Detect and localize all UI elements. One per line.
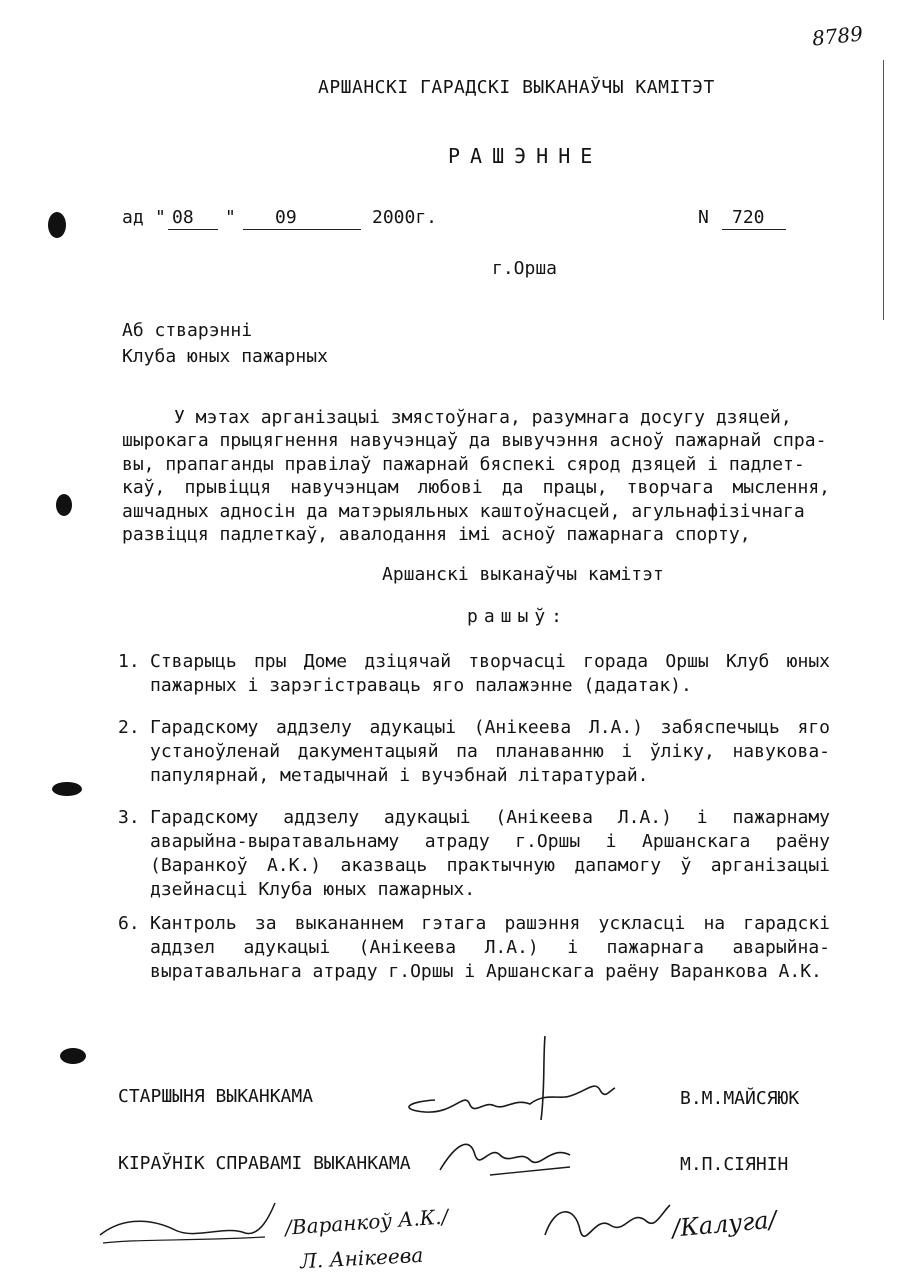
preamble-line-4: каў, прывіцця навучэнцам любові да працы, творчага мыслення, ашчадных адносін да матэрыяльных каштоўнасцей, агульнафізічнага xyxy=(122,477,830,522)
city: г.Орша xyxy=(492,258,558,279)
decision-word: рашыў: xyxy=(467,606,569,627)
chairman-signature xyxy=(395,1030,625,1130)
scan-blot xyxy=(60,1048,86,1064)
handwritten-approval-right-scribble xyxy=(535,1195,675,1265)
preamble-line-5: развіцця падлеткаў, авалодання імі асноў пажарнага спорту, xyxy=(122,524,751,546)
subject-line-1: Аб стварэнні xyxy=(122,320,253,341)
date-day: 08 xyxy=(172,207,194,228)
item-text: Кантроль за выкананнем гэтага рашэння ускласці на гарадскі аддзел адукацыі (Анікеева Л.А.) і пажарнага аварыйна-выратавальнага атраду г.Оршы і Аршанскага раёну Варанкова А.К. xyxy=(150,913,830,982)
item-number: 2. xyxy=(118,717,140,738)
archive-number: 8789 xyxy=(810,21,865,51)
preamble-line-2: шырокага прыцягнення навучэнцаў да вывучэння асноў пажарнай спра- xyxy=(122,430,827,452)
chairman-role: СТАРШЫНЯ ВЫКАНКАМА xyxy=(118,1086,314,1107)
date-year: 2000г. xyxy=(372,207,438,228)
committee-line: Аршанскі выканаўчы камітэт xyxy=(382,564,664,585)
page-edge-line xyxy=(883,60,884,320)
handwritten-right: /Калуга/ xyxy=(670,1205,778,1243)
date-month-underline xyxy=(243,229,361,230)
issuer-title: АРШАНСКІ ГАРАДСКІ ВЫКАНАЎЧЫ КАМІТЭТ xyxy=(318,77,715,98)
scan-blot xyxy=(52,782,82,796)
item-number: 3. xyxy=(118,807,140,828)
date-quote-open: " xyxy=(155,207,166,228)
decision-number: 720 xyxy=(732,207,765,228)
manager-role: КІРАЎНІК СПРАВАМІ ВЫКАНКАМА xyxy=(118,1153,411,1174)
scan-blot xyxy=(48,212,66,238)
date-prefix: ад xyxy=(122,207,144,228)
preamble xyxy=(122,406,830,546)
manager-name: М.П.СІЯНІН xyxy=(680,1154,789,1175)
handwritten-left-line-1: /Варанкоў А.К./ xyxy=(284,1204,449,1240)
subject-line-2: Клуба юных пажарных xyxy=(122,346,328,367)
item-text: Стварыць пры Доме дзіцячай творчасці горада Оршы Клуб юных пажарных і зарэгістраваць яго палажэнне (дадатак). xyxy=(150,651,830,696)
document-type: РАШЭННЕ xyxy=(448,144,603,168)
preamble-line-3: вы, прапаганды правілаў пажарнай бяспекі сярод дзяцей і падлет- xyxy=(122,453,805,475)
date-month: 09 xyxy=(275,207,297,228)
preamble-line-1: У мэтах арганізацыі змястоўнага, разумнага досугу дзяцей, xyxy=(174,407,792,428)
date-day-underline xyxy=(168,229,218,230)
handwritten-left-line-2: Л. Анікеева xyxy=(299,1242,424,1274)
number-label: N xyxy=(698,207,709,228)
date-quote-close: " xyxy=(225,207,236,228)
item-number: 6. xyxy=(118,913,140,934)
scan-blot xyxy=(56,494,72,516)
item-number: 1. xyxy=(118,651,140,672)
item-text: Гарадскому аддзелу адукацыі (Анікеева Л.А.) забяспечыць яго устаноўленай дакументацыяй па планаванню і ўліку, навукова-папулярнай, метадычнай і вучэбнай літаратурай. xyxy=(150,717,830,786)
chairman-name: В.М.МАЙСЯЮК xyxy=(680,1088,800,1109)
subject xyxy=(122,318,328,370)
manager-signature xyxy=(430,1125,580,1185)
number-underline xyxy=(722,229,786,230)
item-text: Гарадскому аддзелу адукацыі (Анікеева Л.А.) і пажарнаму аварыйна-выратавальнаму атраду г.Оршы і Аршанскага раёну (Варанкоў А.К.) аказваць практычную дапамогу ў арганізацыі дзейнасці Клуба юных пажарных. xyxy=(150,807,830,900)
